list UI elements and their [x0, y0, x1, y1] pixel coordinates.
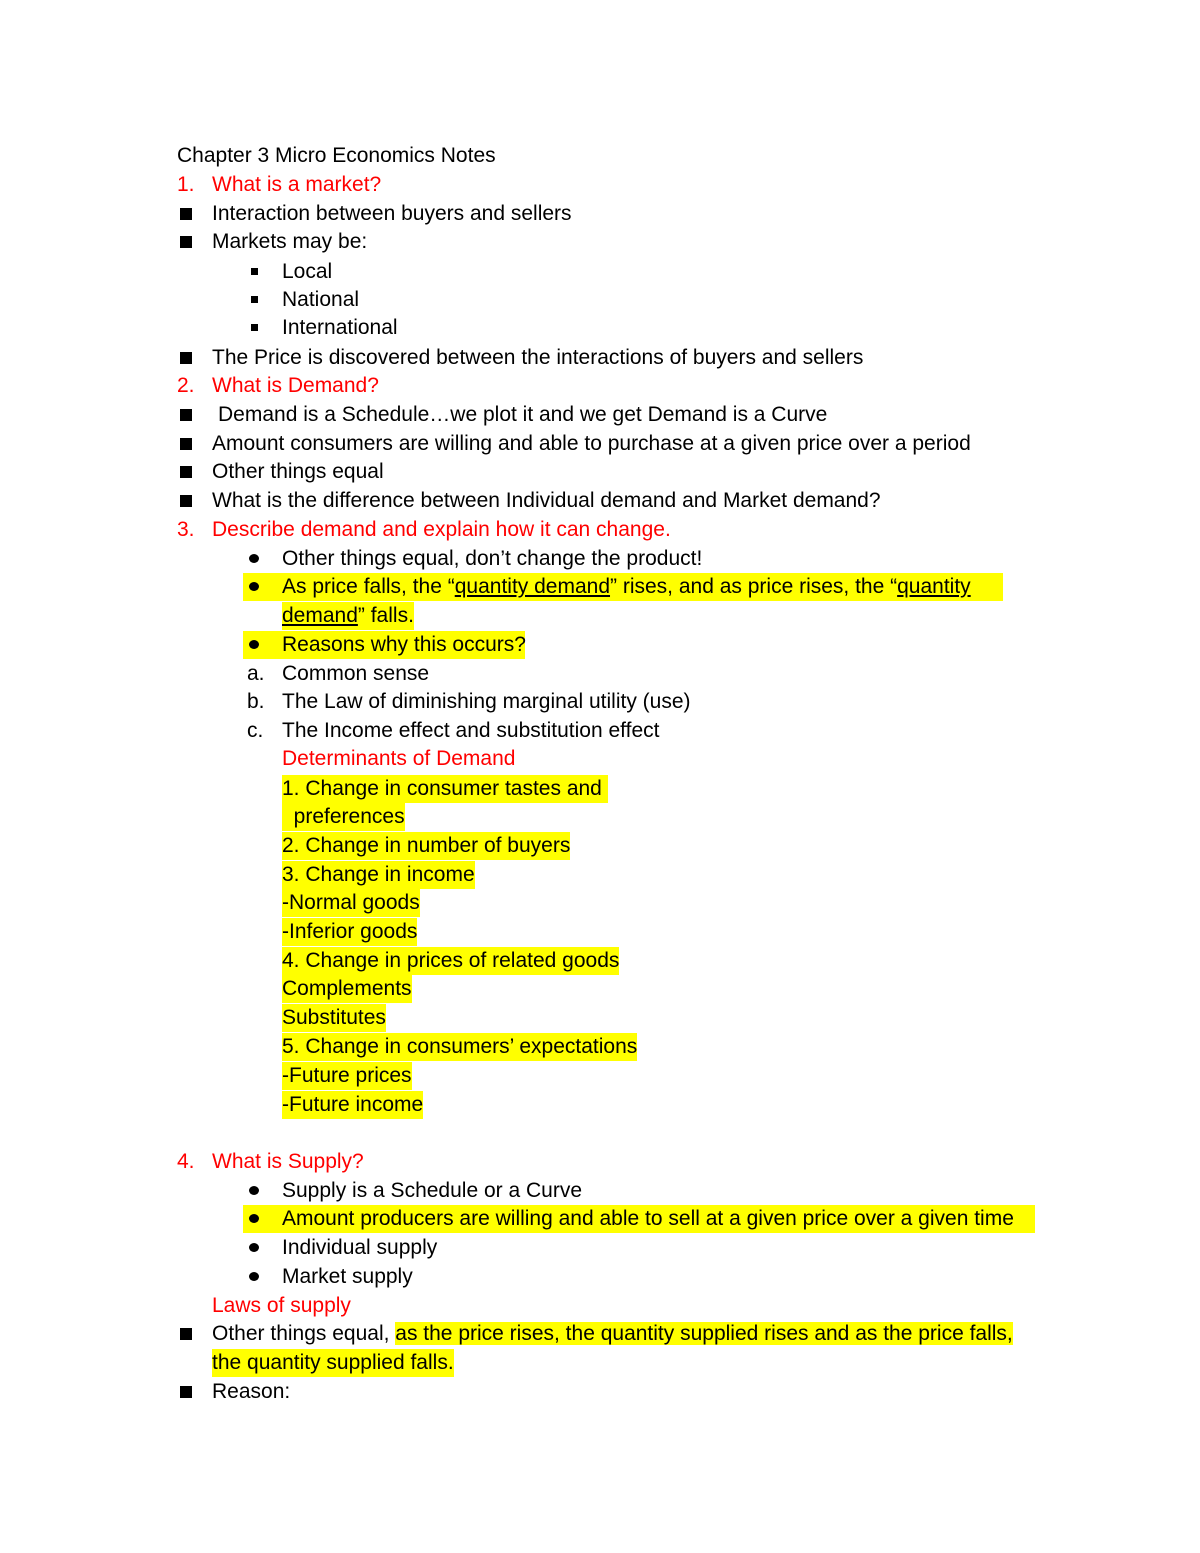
- item-text: The Law of diminishing marginal utility (use): [282, 690, 691, 713]
- square-bullet-icon: [180, 352, 192, 364]
- bullet-text: the quantity supplied falls.: [212, 1349, 454, 1377]
- round-bullet-icon: [249, 640, 259, 649]
- section-heading: Describe demand and explain how it can change.: [212, 518, 671, 541]
- bullet-text: Market supply: [282, 1265, 413, 1288]
- bullet-text: Markets may be:: [212, 230, 368, 253]
- bullet-text: Reasons why this occurs?: [282, 633, 526, 656]
- round-bullet-icon: [249, 1272, 259, 1281]
- section-heading: What is Supply?: [212, 1150, 364, 1173]
- round-bullet-icon: [249, 1186, 259, 1195]
- item-letter: a.: [247, 662, 265, 685]
- round-bullet-icon: [249, 1214, 259, 1223]
- bullet-text: As price falls, the “quantity demand” rises, and as price rises, the “quantity: [282, 575, 971, 598]
- bullet-text: Other things equal, don’t change the product!: [282, 547, 703, 570]
- item-letter: c.: [247, 719, 264, 742]
- item-text: Common sense: [282, 662, 430, 685]
- bullet-text: The Price is discovered between the interactions of buyers and sellers: [212, 346, 864, 369]
- square-bullet-icon: [180, 1328, 192, 1340]
- determinant-text: Substitutes: [282, 1004, 386, 1032]
- bullet-text: Amount producers are willing and able to sell at a given price over a given time: [282, 1207, 1014, 1230]
- square-bullet-icon: [180, 438, 192, 450]
- section-heading: What is a market?: [212, 173, 382, 196]
- determinant-text: -Inferior goods: [282, 918, 417, 946]
- section-number: 1.: [177, 173, 195, 196]
- square-bullet-icon: [180, 409, 192, 421]
- section-number: 3.: [177, 518, 195, 541]
- sub-bullet-text: Local: [282, 260, 333, 283]
- item-text: The Income effect and substitution effect: [282, 719, 660, 742]
- small-square-bullet-icon: [251, 296, 258, 303]
- bullet-text: Interaction between buyers and sellers: [212, 202, 572, 225]
- bullet-text: Reason:: [212, 1380, 291, 1403]
- square-bullet-icon: [180, 236, 192, 248]
- determinant-text: -Normal goods: [282, 889, 420, 917]
- small-square-bullet-icon: [251, 324, 258, 331]
- section-number: 4.: [177, 1150, 195, 1173]
- bullet-text: Other things equal, as the price rises, the quantity supplied rises and as the price falls,: [212, 1322, 1013, 1345]
- round-bullet-icon: [249, 1243, 259, 1252]
- square-bullet-icon: [180, 466, 192, 478]
- determinant-text: 2. Change in number of buyers: [282, 832, 570, 860]
- determinant-text: 5. Change in consumers’ expectations: [282, 1033, 637, 1061]
- bullet-text: Other things equal: [212, 460, 384, 483]
- section-number: 2.: [177, 374, 195, 397]
- subheading: Determinants of Demand: [282, 747, 516, 770]
- page-title: Chapter 3 Micro Economics Notes: [177, 144, 496, 167]
- determinant-text: preferences: [282, 803, 405, 831]
- bullet-text: demand” falls.: [282, 602, 414, 630]
- square-bullet-icon: [180, 495, 192, 507]
- bullet-text: What is the difference between Individual demand and Market demand?: [212, 489, 881, 512]
- item-letter: b.: [247, 690, 265, 713]
- round-bullet-icon: [249, 554, 259, 563]
- section-heading: What is Demand?: [212, 374, 379, 397]
- determinant-text: 3. Change in income: [282, 861, 475, 889]
- bullet-text: Amount consumers are willing and able to purchase at a given price over a period: [212, 432, 971, 455]
- bullet-text: Supply is a Schedule or a Curve: [282, 1179, 582, 1202]
- determinant-text: -Future prices: [282, 1062, 412, 1090]
- determinant-text: 4. Change in prices of related goods: [282, 947, 619, 975]
- bullet-text: Demand is a Schedule…we plot it and we get Demand is a Curve: [218, 403, 828, 426]
- small-square-bullet-icon: [251, 268, 258, 275]
- determinant-text: -Future income: [282, 1091, 423, 1119]
- determinant-text: 1. Change in consumer tastes and: [282, 775, 608, 803]
- determinant-text: Complements: [282, 975, 412, 1003]
- square-bullet-icon: [180, 1386, 192, 1398]
- bullet-text: Individual supply: [282, 1236, 438, 1259]
- sub-bullet-text: National: [282, 288, 360, 311]
- square-bullet-icon: [180, 208, 192, 220]
- subheading: Laws of supply: [212, 1294, 351, 1317]
- round-bullet-icon: [249, 582, 259, 591]
- sub-bullet-text: International: [282, 316, 398, 339]
